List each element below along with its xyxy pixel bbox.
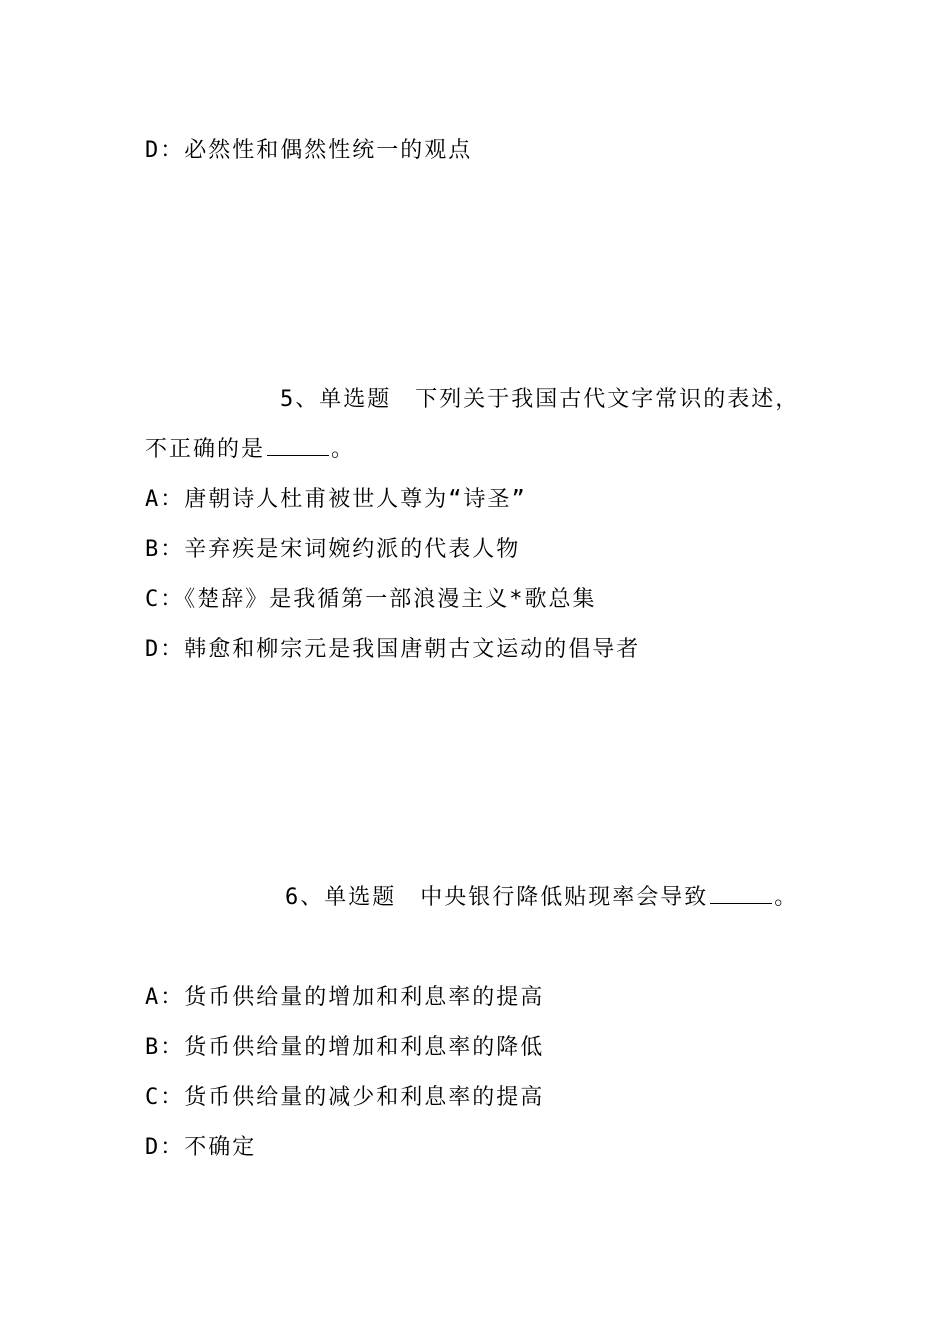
q6-option-b: B：货币供给量的增加和利息率的降低 (145, 1035, 545, 1060)
q5-stem-line1: 5、单选题 下列关于我国古代文字常识的表述， (280, 387, 800, 412)
q6-stem-end: 。 (774, 885, 799, 910)
q6-option-d: D：不确定 (145, 1135, 257, 1160)
q5-stem-text: 不正确的是 (145, 437, 266, 462)
q5-answer-blank (267, 437, 329, 456)
q5-option-a: A：唐朝诗人杜甫被世人尊为“诗圣” (145, 487, 527, 512)
q5-stem-line2 (145, 435, 355, 465)
q6-option-c: C：货币供给量的减少和利息率的提高 (145, 1085, 545, 1110)
q6-stem (285, 883, 798, 913)
q5-stem-end: 。 (331, 437, 356, 462)
q6-answer-blank (710, 885, 772, 904)
q6-option-a: A：货币供给量的增加和利息率的提高 (145, 985, 545, 1010)
q5-option-d: D：韩愈和柳宗元是我国唐朝古文运动的倡导者 (145, 637, 641, 662)
q6-stem-text: 6、单选题 中央银行降低贴现率会导致 (285, 885, 709, 910)
q5-option-b: B：辛弃疾是宋词婉约派的代表人物 (145, 537, 521, 562)
q5-option-c: C：《楚辞》是我循第一部浪漫主义*歌总集 (145, 587, 597, 612)
prev-option-d: D：必然性和偶然性统一的观点 (145, 138, 473, 163)
